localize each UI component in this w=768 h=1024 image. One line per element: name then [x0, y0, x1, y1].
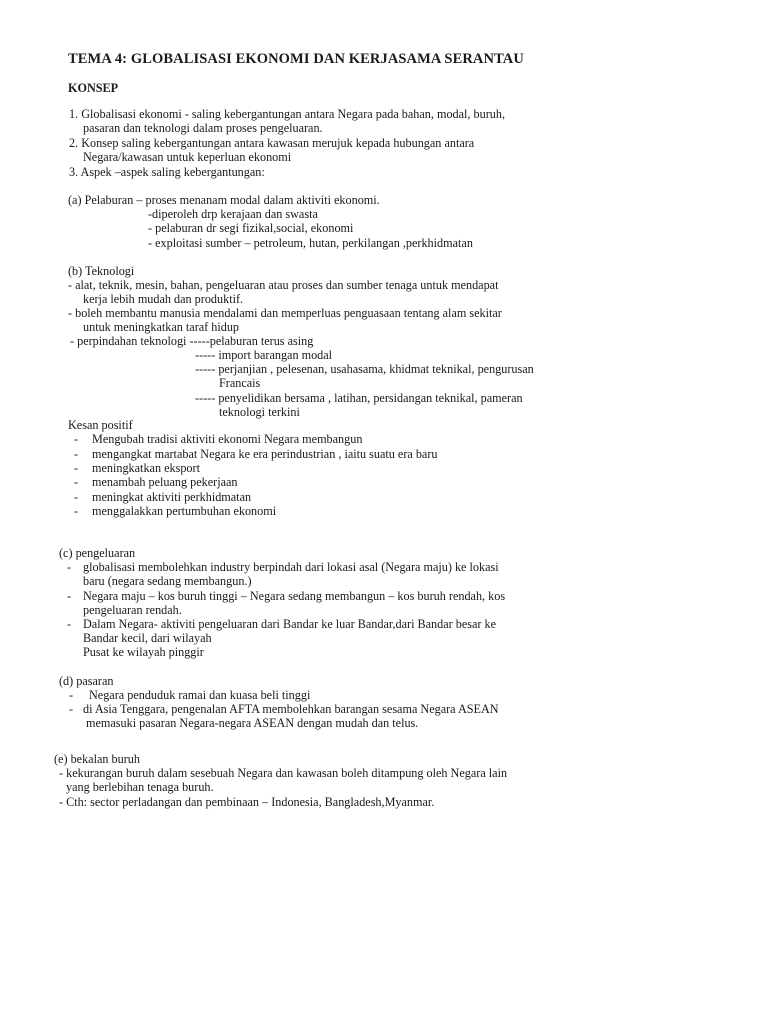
section-c-line: baru (negara sedang membangun.) [83, 574, 252, 588]
kesan-item: meningkat aktiviti perkhidmatan [92, 490, 252, 504]
konsep-line: pasaran dan teknologi dalam proses pengeluaran. [83, 121, 323, 135]
kesan-item: mengangkat martabat Negara ke era perindustrian , iaitu suatu era baru [92, 447, 438, 461]
konsep-line: Negara/kawasan untuk keperluan ekonomi [83, 150, 292, 164]
konsep-line: 3. Aspek –aspek saling kebergantungan: [69, 165, 265, 179]
section-b-line: ----- import barangan modal [195, 348, 333, 362]
bullet-dash: - [74, 461, 79, 475]
section-b-line: ----- perjanjian , pelesenan, usahasama, khidmat teknikal, pengurusan [195, 362, 534, 376]
section-c-line: Dalam Negara- aktiviti pengeluaran dari Bandar ke luar Bandar,dari Bandar besar ke [83, 617, 497, 631]
section-c-heading: (c) pengeluaran [59, 546, 136, 560]
bullet-dash: - [74, 432, 79, 446]
kesan-item: menambah peluang pekerjaan [92, 475, 238, 489]
bullet-dash: - [69, 688, 74, 702]
section-d-line: di Asia Tenggara, pengenalan AFTA membolehkan barangan sesama Negara ASEAN [83, 702, 499, 716]
section-b-line: - perpindahan teknologi -----pelaburan terus asing [70, 334, 314, 348]
section-b-line: - alat, teknik, mesin, bahan, pengeluaran atau proses dan sumber tenaga untuk mendapat [68, 278, 499, 292]
konsep-line: 2. Konsep saling kebergantungan antara kawasan merujuk kepada hubungan antara [69, 136, 475, 150]
bullet-dash: - [74, 475, 79, 489]
section-c-line: pengeluaran rendah. [83, 603, 182, 617]
section-c-line: Pusat ke wilayah pinggir [83, 645, 204, 659]
section-c-line: Negara maju – kos buruh tinggi – Negara sedang membangun – kos buruh rendah, kos [83, 589, 506, 603]
konsep-line: 1. Globalisasi ekonomi - saling kebergantungan antara Negara pada bahan, modal, buruh, [69, 107, 506, 121]
kesan-item: Mengubah tradisi aktiviti ekonomi Negara membangun [92, 432, 363, 446]
section-b-line: - boleh membantu manusia mendalami dan memperluas penguasaan tentang alam sekitar [68, 306, 502, 320]
kesan-item: meningkatkan eksport [92, 461, 200, 475]
page-title: TEMA 4: GLOBALISASI EKONOMI DAN KERJASAMA SERANTAU [68, 51, 524, 67]
bullet-dash: - [67, 589, 72, 603]
section-a-heading: (a) Pelaburan – proses menanam modal dalam aktiviti ekonomi. [68, 193, 380, 207]
bullet-dash: - [74, 504, 79, 518]
section-b-heading: (b) Teknologi [68, 264, 135, 278]
section-b-line: ----- penyelidikan bersama , latihan, persidangan teknikal, pameran [195, 391, 523, 405]
bullet-dash: - [67, 560, 72, 574]
section-e-line: - kekurangan buruh dalam sesebuah Negara dan kawasan boleh ditampung oleh Negara lain [59, 766, 508, 780]
bullet-dash: - [69, 702, 74, 716]
section-a-item: -diperoleh drp kerajaan dan swasta [148, 207, 318, 221]
section-a-item: - pelaburan dr segi fizikal,social, ekonomi [148, 221, 354, 235]
section-b-line: teknologi terkini [219, 405, 300, 419]
section-a-item: - exploitasi sumber – petroleum, hutan, perkilangan ,perkhidmatan [148, 236, 473, 250]
section-d-line: Negara penduduk ramai dan kuasa beli tinggi [89, 688, 311, 702]
section-d-line: memasuki pasaran Negara-negara ASEAN dengan mudah dan telus. [86, 716, 419, 730]
section-e-line: yang berlebihan tenaga buruh. [66, 780, 214, 794]
section-b-line: untuk meningkatkan taraf hidup [83, 320, 240, 334]
section-d-heading: (d) pasaran [59, 674, 114, 688]
section-c-line: Bandar kecil, dari wilayah [83, 631, 212, 645]
section-c-line: globalisasi membolehkan industry berpindah dari lokasi asal (Negara maju) ke lokasi [83, 560, 499, 574]
kesan-item: menggalakkan pertumbuhan ekonomi [92, 504, 277, 518]
section-e-line: - Cth: sector perladangan dan pembinaan – Indonesia, Bangladesh,Myanmar. [59, 795, 435, 809]
kesan-heading: Kesan positif [68, 418, 133, 432]
bullet-dash: - [74, 490, 79, 504]
bullet-dash: - [74, 447, 79, 461]
section-b-line: Francais [219, 376, 261, 390]
section-e-heading: (e) bekalan buruh [54, 752, 140, 766]
bullet-dash: - [67, 617, 72, 631]
section-b-line: kerja lebih mudah dan produktif. [83, 292, 244, 306]
konsep-heading: KONSEP [68, 81, 119, 95]
